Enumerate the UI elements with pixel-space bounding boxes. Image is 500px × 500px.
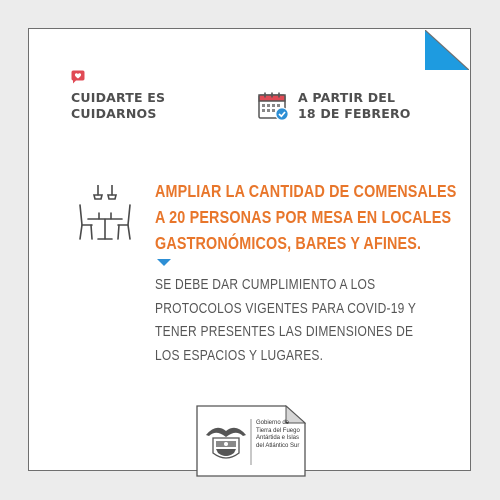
government-name-line-2: Tierra del Fuego (256, 427, 300, 434)
headline-line-3: GASTRONÓMICOS, BARES Y AFINES. (155, 233, 422, 253)
calendar-check-icon (258, 92, 289, 122)
brand-slogan (71, 90, 165, 122)
start-date (298, 90, 411, 122)
headline (155, 178, 457, 256)
body-line-1: SE DEBE DAR CUMPLIMIENTO A LOS (155, 276, 376, 293)
body-line-3: TENER PRESENTES LAS DIMENSIONES DE (155, 323, 414, 340)
headline-line-1: AMPLIAR LA CANTIDAD DE COMENSALES (155, 181, 457, 201)
heart-speech-bubble-icon (71, 70, 85, 84)
government-name-line-4: del Atlántico Sur (256, 442, 300, 449)
start-date-line-2: 18 DE FEBRERO (298, 106, 411, 121)
corner-fold-icon (425, 30, 469, 70)
body-text (155, 273, 416, 367)
headline-line-2: A 20 PERSONAS POR MESA EN LOCALES (155, 207, 452, 227)
start-date-line-1: A PARTIR DEL (298, 90, 396, 105)
blue-triangle-marker (157, 259, 171, 266)
government-name-line-1: Gobierno de (256, 420, 290, 426)
government-name (256, 420, 300, 450)
dining-table-icon (74, 185, 136, 241)
brand-slogan-line-2: CUIDARNOS (71, 106, 157, 121)
government-name-line-3: Antártida e Islas (256, 435, 300, 441)
brand-slogan-line-1: CUIDARTE ES (71, 90, 166, 105)
body-line-4: LOS ESPACIOS Y LUGARES. (155, 346, 324, 364)
body-line-2: PROTOCOLOS VIGENTES PARA COVID-19 Y (155, 299, 417, 317)
